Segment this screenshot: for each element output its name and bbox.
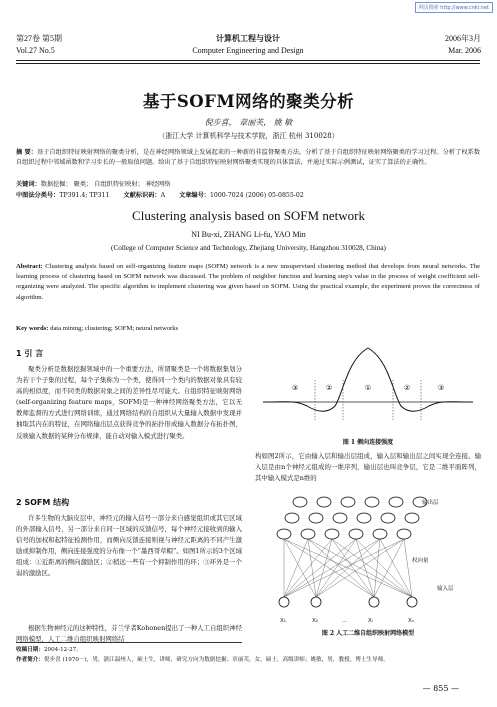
weight-connection xyxy=(374,539,380,597)
fig2-output-layer-label: 输出层 xyxy=(422,500,439,506)
keywords-cn-text: 数据挖掘； 聚类； 自组织特征映射； 神经网络 xyxy=(40,181,171,188)
weight-connection xyxy=(316,539,356,597)
input-node xyxy=(369,597,379,607)
keywords-cn-label: 关键词： xyxy=(16,181,41,188)
affiliation-cn: （浙江大学 计算机科学与技术学院，浙江 杭州 310028） xyxy=(158,132,339,140)
fig1-region-label: ② xyxy=(325,384,333,392)
classification-line xyxy=(16,191,480,201)
weight-connection xyxy=(332,539,374,597)
output-node xyxy=(333,513,347,523)
abstract-cn-text: 基于自组织特征映射网络的聚类分析，是在神经网络领域上发展起来的一种新的非监督聚类方法。分析了基于自组织特征映射网络聚类的学习过程。分析了权系数自组织过程中邻域函数和学习步长的一般取值问题。给出了基于自组织特征映射网络聚类实现的具体算法，并通过实际示例测试，证实了算法的正确性。 xyxy=(16,149,480,166)
weight-connection xyxy=(404,539,412,597)
header-date-cn: 2006年3月 xyxy=(445,34,481,43)
section-2-paragraph-1: 许多生物的大脑皮层中，神经元的输入信号一部分来自感觉组织或其它区域的外部输入信号，另一部分来自同一区域的反馈信号，每个神经元接收到的输入信号的加权和起特征检测作用，而侧向反馈连接则视与神经元距离的不同产生激励或抑制作用，侧向连接强度的分布像一个“墨西哥草帽”。如图1所示的3个区域组成：①近距离的侧向激励区；②稍远一些有一个抑制作用的环；③环外是一个弱的激励区。 xyxy=(16,514,242,578)
header-date-en: Mar. 2006 xyxy=(448,46,481,55)
article-no-label: 文章编号： xyxy=(179,192,210,199)
figure-1-caption: 图 1 侧向连接强度 xyxy=(342,439,394,446)
fig2-x1-label: X₁ xyxy=(280,618,286,624)
authors-cn: 倪步喜， 章丽芙， 姚 敏 xyxy=(204,118,293,127)
weight-connection xyxy=(356,539,374,597)
fig2-xi-label: Xᵢ xyxy=(368,618,373,624)
weight-connection xyxy=(308,539,412,597)
figure-2-sofm-network xyxy=(262,490,477,625)
right-column-paragraph: 构如图2所示，它由输入层和输出层组成，输入层和输出层之间实现全连接。输入层是由n个神经元组成的一维序列，输出层也叫竞争层，它是二维平面阵列，其中输入模式是n维的 xyxy=(255,452,481,483)
weight-connection xyxy=(284,539,316,597)
paper-title-cn: 基于SOFM网络的聚类分析 xyxy=(142,92,355,111)
input-node xyxy=(311,597,321,607)
abstract-en-text: Clustering analysis based on self-organizing feature maps (SOFM) network is a new unsupervised clustering method that develops from neural networks. The learning process of clustering based on SOFM network was discussed. The problem of neighbor function and learning step's value in the process of weight coefficient self-organizing were analyzed. The specific algorithm to implement clustering was given based on SOFM. Using the practical example, the experiment proves the correctness of algorithm. xyxy=(16,263,481,301)
section-2-heading: 2 SOFM 结构 xyxy=(16,498,70,507)
abstract-cn xyxy=(16,148,480,168)
output-node xyxy=(373,529,387,539)
keywords-en-text: data mining; clustering; SOFM; neural networks xyxy=(50,325,179,332)
watermark-badge: 网页搜索 http://www.cnki.net xyxy=(415,2,493,13)
fig2-input-layer-label: 输入层 xyxy=(437,586,454,592)
input-node xyxy=(279,597,289,607)
weight-connection xyxy=(284,539,356,597)
figure-2-caption: 图 2 人工二维自组织映射网络模型 xyxy=(321,630,415,637)
header-rule xyxy=(16,60,480,61)
abstract-en-label: Abstract: xyxy=(16,263,43,270)
header-volume-en: Vol.27 No.5 xyxy=(16,46,55,55)
output-node xyxy=(397,529,411,539)
footnote-author xyxy=(16,656,480,665)
keywords-cn xyxy=(16,180,480,190)
figure-1-lateral-connection xyxy=(255,340,481,434)
weight-connection xyxy=(308,539,374,597)
article-no-value: 1000-7024 (2006) 05-0855-02 xyxy=(210,192,304,199)
footnote-received xyxy=(16,646,480,655)
weight-connection xyxy=(308,539,316,597)
fig1-region-label: ③ xyxy=(291,384,299,392)
fig1-region-label: ② xyxy=(403,384,411,392)
header-journal-cn: 计算机工程与设计 xyxy=(216,33,280,43)
fig2-weight-label: 权向量 xyxy=(412,558,429,564)
fig1-region-label: ① xyxy=(364,384,372,392)
doc-code-value: A xyxy=(160,192,166,199)
fig2-xn-label: Xₙ xyxy=(408,618,414,624)
weight-connection xyxy=(284,539,380,597)
fig1-region-label: ③ xyxy=(437,384,445,392)
doc-code-label: 文献标识码： xyxy=(123,192,161,199)
output-node xyxy=(293,497,307,507)
fig2-x2-label: X₂ xyxy=(312,618,318,624)
weight-connection xyxy=(284,539,332,597)
footnote-rule xyxy=(16,642,242,643)
output-node xyxy=(285,513,299,523)
page-number: — 855 — xyxy=(422,684,459,693)
output-node xyxy=(317,497,331,507)
output-node xyxy=(325,529,339,539)
output-node xyxy=(365,497,379,507)
header-volume-cn: 第27卷 第5期 xyxy=(16,34,62,43)
header-journal-en: Computer Engineering and Design xyxy=(192,46,304,55)
section-1-paragraph: 聚类分析是数据挖掘领域中的一个重要方法，所谓聚类是一个将数据集划分为若干个子集的过程，每个子集称为一个类，使得同一个类内的数据对象具有较高的相似度，而不同类的数据对象之间的差异性尽可能大。自组织特征映射网络(self-organizing feature maps，SOFM)是一种神经网络聚类方法，它以无教师监督的方式进行网络训练，通过网络结构的自组织从大量输入数据中发现并抽取其内在的特征，在网络输出层点获得竞争的拓扑形成输入数据分布拓扑图，反映输入数据的某种分布规律，能自动对输入模式进行聚类。 xyxy=(16,365,242,440)
clc-value: TP391.4; TP311 xyxy=(59,192,110,199)
section-2-paragraph-2: 根据生物神经元的这种特性，芬兰学者Kohonen提出了一种人工自组织神经网络模型，人工二维自组织映射网络结 xyxy=(16,624,242,644)
weight-connection xyxy=(284,539,412,597)
keywords-en-label: Key words: xyxy=(16,325,49,332)
output-node xyxy=(405,513,419,523)
input-node xyxy=(407,597,417,607)
output-node xyxy=(309,513,323,523)
abstract-cn-label: 摘 要： xyxy=(16,149,37,156)
header-rule-thin xyxy=(16,63,480,64)
output-node xyxy=(389,497,403,507)
footnote-received-value: 2004-12-27。 xyxy=(43,647,82,653)
affiliation-en: (College of Computer Science and Technology, Zhejiang University, Hangzhou 310028, China) xyxy=(111,244,386,252)
section-1-heading: 1 引 言 xyxy=(16,349,44,358)
output-node xyxy=(381,513,395,523)
weight-connection xyxy=(284,539,308,597)
footnote-received-label: 收稿日期： xyxy=(16,647,44,653)
output-node xyxy=(277,529,291,539)
clc-label: 中图法分类号： xyxy=(16,192,60,199)
abstract-en xyxy=(16,262,480,303)
keywords-en xyxy=(16,324,480,334)
weight-connection xyxy=(374,539,404,597)
authors-en: NI Bu-xi, ZHANG Li-fu, YAO Min xyxy=(191,230,306,239)
output-node xyxy=(341,497,355,507)
output-node xyxy=(349,529,363,539)
fig2-dots-label: … xyxy=(342,618,348,624)
paper-title-en: Clustering analysis based on SOFM network xyxy=(132,208,365,223)
footnote-author-value: 倪步喜 (1970－)，男，浙江温州人，硕士生，讲师，研究方向为数据挖掘；章丽芙，女，硕士，高级讲师；姚敏，男，教授，博士生导师。 xyxy=(43,657,389,663)
output-node xyxy=(357,513,371,523)
output-node xyxy=(301,529,315,539)
footnote-author-label: 作者简介： xyxy=(16,657,44,663)
